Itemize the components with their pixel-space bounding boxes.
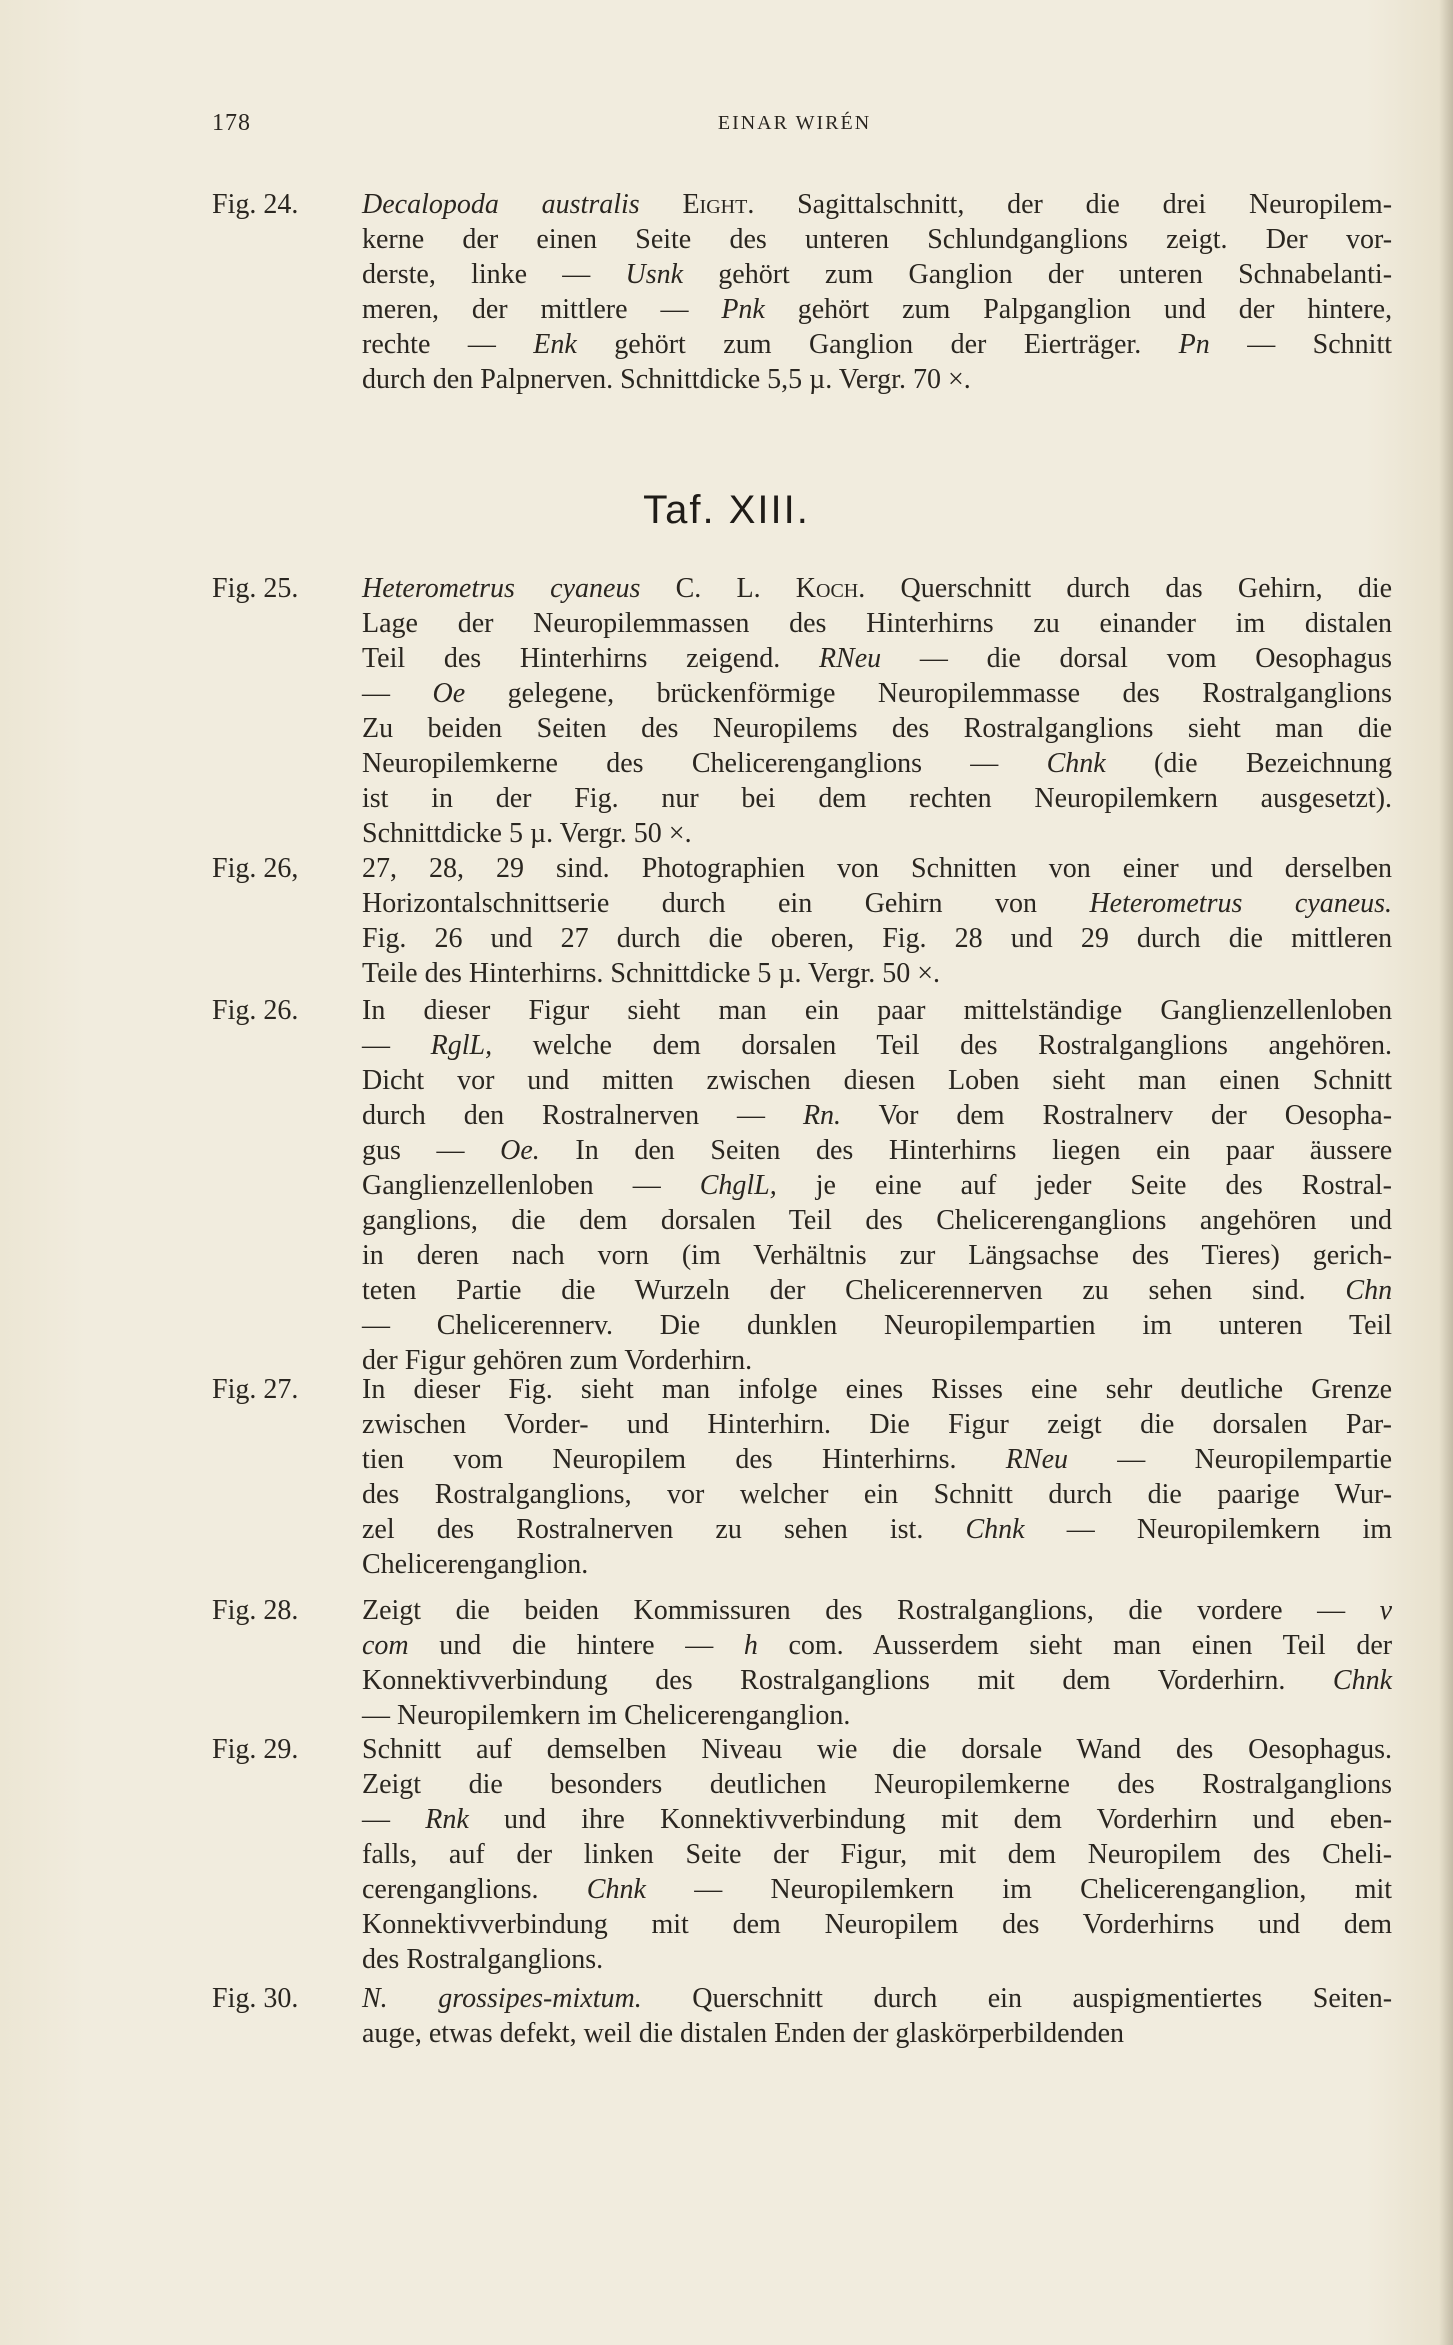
caption-line: ganglions, die dem dorsalen Teil des Chelicerenganglions angehören und <box>362 1205 1393 1236</box>
figure-caption <box>212 187 1392 397</box>
caption-line: zwischen Vorder- und Hinterhirn. Die Figur zeigt die dorsalen Par- <box>362 1409 1393 1440</box>
page-edge-shadow <box>1439 0 1453 2345</box>
figure-caption-text <box>362 571 1392 851</box>
figure-caption-text <box>362 1732 1392 1977</box>
caption-line: kerne der einen Seite des unteren Schlundganglions zeigt. Der vor- <box>362 224 1393 255</box>
figure-caption <box>212 1372 1392 1582</box>
figure-label: Fig. 25. <box>212 573 299 604</box>
caption-line: teten Partie die Wurzeln der Chelicerennerven zu sehen sind. Chn <box>362 1275 1393 1306</box>
figure-label: Fig. 29. <box>212 1734 299 1765</box>
page-header <box>212 110 1377 146</box>
figure-label: Fig. 28. <box>212 1595 299 1626</box>
caption-line: 27, 28, 29 sind. Photographien von Schnitten von einer und derselben <box>362 853 1393 884</box>
caption-line: cerenganglions. Chnk — Neuropilemkern im Chelicerenganglion, mit <box>362 1874 1393 1905</box>
figure-caption-text <box>362 851 1392 991</box>
caption-line: auge, etwas defekt, weil die distalen Enden der glaskörperbildenden <box>362 2018 1125 2049</box>
caption-line: der Figur gehören zum Vorderhirn. <box>362 1345 753 1376</box>
caption-line: — Rnk und ihre Konnektivverbindung mit dem Vorderhirn und eben- <box>362 1804 1393 1835</box>
caption-line: Fig. 26 und 27 durch die oberen, Fig. 28 und 29 durch die mittleren <box>362 923 1393 954</box>
caption-line: rechte — Enk gehört zum Ganglion der Eierträger. Pn — Schnitt <box>362 329 1393 360</box>
caption-line: Neuropilemkerne des Chelicerenganglions — Chnk (die Bezeichnung <box>362 748 1392 779</box>
caption-line: Lage der Neuropilemmassen des Hinterhirns zu einander im distalen <box>362 608 1392 639</box>
caption-line: Teil des Hinterhirns zeigend. RNeu — die dorsal vom Oesophagus <box>362 643 1393 674</box>
caption-line: zel des Rostralnerven zu sehen ist. Chnk — Neuropilemkern im <box>362 1514 1392 1545</box>
caption-line: com und die hintere — h com. Ausserdem sieht man einen Teil der <box>362 1630 1393 1661</box>
caption-line: falls, auf der linken Seite der Figur, mit dem Neuropilem des Cheli- <box>362 1839 1393 1870</box>
caption-line: Zeigt die beiden Kommissuren des Rostralganglions, die vordere — v <box>362 1595 1393 1626</box>
running-head: EINAR WIRÉN <box>717 112 872 134</box>
figure-label: Fig. 26. <box>212 995 299 1026</box>
caption-line: Zu beiden Seiten des Neuropilems des Rostralganglions sieht man die <box>362 713 1393 744</box>
caption-line: Schnitt auf demselben Niveau wie die dorsale Wand des Oesophagus. <box>362 1734 1393 1765</box>
caption-line: Horizontalschnittserie durch ein Gehirn von Heterometrus cyaneus. <box>362 888 1393 919</box>
caption-line: des Rostralganglions, vor welcher ein Schnitt durch die paarige Wur- <box>362 1479 1393 1510</box>
figure-label: Fig. 27. <box>212 1374 299 1405</box>
caption-line: durch den Palpnerven. Schnittdicke 5,5 µ. Vergr. 70 ×. <box>362 364 971 395</box>
caption-line: Konnektivverbindung des Rostralganglions mit dem Vorderhirn. Chnk <box>362 1665 1392 1696</box>
caption-line: des Rostralganglions. <box>362 1944 604 1975</box>
caption-line: durch den Rostralnerven — Rn. Vor dem Rostralnerv der Oesopha- <box>362 1100 1393 1131</box>
caption-line: tien vom Neuropilem des Hinterhirns. RNeu — Neuropilempartie <box>362 1444 1393 1475</box>
figure-caption <box>212 851 1392 991</box>
caption-line: — Oe gelegene, brückenförmige Neuropilemmasse des Rostralganglions <box>362 678 1393 709</box>
caption-line: Heterometrus cyaneus C. L. Koch. Querschnitt durch das Gehirn, die <box>362 573 1393 604</box>
caption-line: meren, der mittlere — Pnk gehört zum Palpganglion und der hintere, <box>362 294 1393 325</box>
figure-caption-text <box>362 1372 1392 1582</box>
caption-line: Dicht vor und mitten zwischen diesen Loben sieht man einen Schnitt <box>362 1065 1393 1096</box>
caption-line: In dieser Figur sieht man ein paar mittelständige Ganglienzellenloben <box>362 995 1393 1026</box>
caption-line: Teile des Hinterhirns. Schnittdicke 5 µ. Vergr. 50 ×. <box>362 958 940 989</box>
figure-caption <box>212 993 1392 1378</box>
caption-line: In dieser Fig. sieht man infolge eines Risses eine sehr deutliche Grenze <box>362 1374 1393 1405</box>
caption-line: Schnittdicke 5 µ. Vergr. 50 ×. <box>362 818 692 849</box>
figure-caption <box>212 1981 1392 2051</box>
figure-caption-text <box>362 187 1392 397</box>
caption-line: Konnektivverbindung mit dem Neuropilem des Vorderhirns und dem <box>362 1909 1393 1940</box>
caption-line: gus — Oe. In den Seiten des Hinterhirns liegen ein paar äussere <box>362 1135 1393 1166</box>
caption-line: Zeigt die besonders deutlichen Neuropilemkerne des Rostralganglions <box>362 1769 1393 1800</box>
figure-caption <box>212 1732 1392 1977</box>
figure-label: Fig. 26, <box>212 853 299 884</box>
caption-line: Ganglienzellenloben — ChglL, je eine auf jeder Seite des Rostral- <box>362 1170 1392 1201</box>
figure-label: Fig. 24. <box>212 189 299 220</box>
figure-caption <box>212 1593 1392 1733</box>
caption-line: in deren nach vorn (im Verhältnis zur Längsachse des Tieres) gerich- <box>362 1240 1393 1271</box>
caption-line: Decalopoda australis Eight. Sagittalschnitt, der die drei Neuropilem- <box>362 189 1393 220</box>
figure-caption-text <box>362 1981 1392 2051</box>
caption-line: ist in der Fig. nur bei dem rechten Neuropilemkern ausgesetzt). <box>362 783 1393 814</box>
figure-caption-text <box>362 993 1392 1378</box>
figure-caption-text <box>362 1593 1392 1733</box>
caption-line: N. grossipes-mixtum. Querschnitt durch ein auspigmentiertes Seiten- <box>362 1983 1393 2014</box>
caption-line: — RglL, welche dem dorsalen Teil des Rostralganglions angehören. <box>362 1030 1393 1061</box>
caption-line: derste, linke — Usnk gehört zum Ganglion der unteren Schnabelanti- <box>362 259 1393 290</box>
caption-line: — Neuropilemkern im Chelicerenganglion. <box>362 1700 851 1731</box>
caption-line: Chelicerenganglion. <box>362 1549 589 1580</box>
figure-caption <box>212 571 1392 851</box>
plate-heading: Taf. XIII. <box>643 488 810 532</box>
figure-label: Fig. 30. <box>212 1983 299 2014</box>
page-number: 178 <box>212 110 251 136</box>
caption-line: — Chelicerennerv. Die dunklen Neuropilempartien im unteren Teil <box>362 1310 1393 1341</box>
